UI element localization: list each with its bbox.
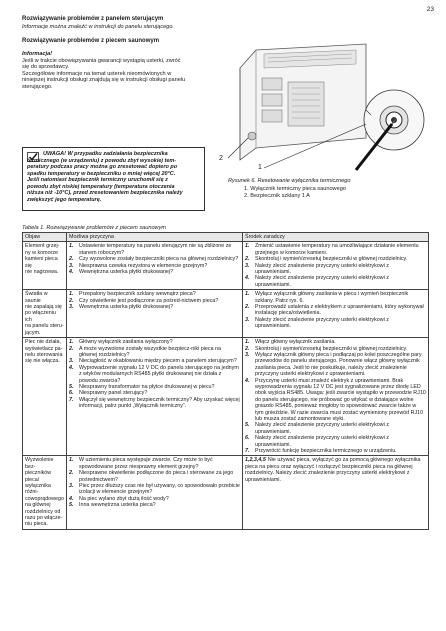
item-number: 3. bbox=[69, 358, 74, 365]
item-number: 2. bbox=[69, 470, 74, 477]
warning-line: UWAGA! W przypadku zadziałania bezpiecznika bbox=[43, 151, 168, 157]
info-block bbox=[22, 51, 212, 91]
item-number: 2. bbox=[245, 256, 250, 263]
cause-cell bbox=[67, 242, 243, 290]
item-number: 4. bbox=[69, 364, 74, 371]
cause-cell bbox=[67, 456, 243, 529]
item-number: 1,2,3,4,5 bbox=[245, 457, 266, 464]
item-number: 1. bbox=[69, 339, 74, 346]
item-number: 5. bbox=[69, 383, 74, 390]
cause-item bbox=[69, 365, 240, 384]
remedy-item bbox=[245, 422, 426, 435]
symptom-line: ny w komorze bbox=[25, 249, 58, 256]
troubleshooting-table bbox=[22, 232, 429, 530]
table-row bbox=[23, 456, 429, 529]
symptom-line: na głównej bbox=[25, 502, 51, 509]
item-number: 2. bbox=[69, 297, 74, 304]
column-header: Objaw bbox=[23, 233, 67, 242]
item-text: Należy zlecić znalezienie przyczyny usterki elektrykowi z uprawnieniami. bbox=[255, 435, 389, 448]
item-number: 7. bbox=[245, 448, 250, 454]
figure-heater-reset bbox=[216, 20, 428, 178]
item-text: Ustawienie temperatury na panelu sterującym nie są zbliżone ze stanem roboczym? bbox=[79, 243, 232, 256]
item-number: 4. bbox=[69, 269, 74, 276]
symptom-line: wyświetlacz pa- bbox=[25, 345, 63, 352]
symptom-line: po włączeniu ich bbox=[25, 310, 56, 323]
symptom-line: na panelu steru- bbox=[25, 323, 64, 330]
cause-item bbox=[69, 502, 240, 508]
remedy-cell bbox=[243, 456, 429, 529]
item-number: 1. bbox=[245, 339, 250, 346]
warning-line: peratury podczas pracy można go zresetować dopiero po bbox=[27, 164, 178, 170]
item-text: Wyłącz wyłącznik główny pieca i podłączaj po kolei poszczególne pary przewodów do panelu sterującego. Ponownie włącz główny wyłącznik zasilania pieca. Jeśli to nie poskutkuje, należy zlecić znalezienie przyczyny usterki elektrykowi z uprawnieniami. bbox=[255, 351, 422, 378]
cause-item bbox=[69, 346, 240, 359]
callout-2: 2 bbox=[219, 155, 223, 162]
item-text: Niesprawny transformator na płytce drukowanej w piecu? bbox=[79, 383, 215, 390]
symptom-line: Element grzej- bbox=[25, 243, 60, 250]
item-text: Przeprowadź ustalenia z elektrykiem z uprawnieniami, który wykonywał instalację pieca/oświetlenia. bbox=[255, 304, 424, 317]
info-line: się do sprzedawcy. bbox=[22, 64, 70, 71]
symptom-line: nie nagrzewa. bbox=[25, 269, 59, 276]
remedy-item bbox=[245, 457, 426, 483]
symptom-cell bbox=[23, 242, 67, 290]
remedy-cell bbox=[243, 242, 429, 290]
item-number: 1. bbox=[69, 243, 74, 250]
item-text: Wyłącz wyłącznik główny zasilania w piecu i wymień bezpiecznik szklany. Patrz rys. 6. bbox=[255, 291, 409, 304]
page-number: 23 bbox=[426, 6, 434, 13]
heater-illustration bbox=[216, 20, 428, 178]
section-heading-control-panel: Rozwiązywanie problemów z panelem sterującym bbox=[22, 16, 164, 22]
symptom-line: kamieni pieca się bbox=[25, 256, 58, 269]
item-text: Nie używać pieca, wyłączyć go za pomocą głównego wyłącznika pieca na piecu oraz wyłączyć i rozłączyć bezpieczniki pieca na głównej rozdzielnicy. Należy zlecić znalezienie przyczyny usterki elektrykowi z uprawnieniami. bbox=[245, 457, 421, 483]
symptom-cell bbox=[23, 456, 67, 529]
cause-item bbox=[69, 470, 240, 483]
item-text: Należy zlecić znalezienie przyczyny usterki elektrykowi z uprawnieniami. bbox=[255, 422, 389, 435]
warning-box bbox=[22, 147, 205, 211]
item-text: Włącz główny wyłącznik zasilania. bbox=[255, 339, 336, 346]
remedy-item bbox=[245, 243, 426, 256]
remedy-item bbox=[245, 352, 426, 378]
warning-line: powodu zbyt niskiej temperatury (temperatura otoczenia bbox=[27, 183, 175, 190]
remedy-item bbox=[245, 378, 426, 423]
item-number: 3. bbox=[245, 316, 250, 323]
remedy-item bbox=[245, 275, 426, 288]
cause-item bbox=[69, 457, 240, 470]
cause-item bbox=[69, 269, 240, 275]
symptom-line: wyłącznika różni- bbox=[25, 483, 51, 496]
remedy-item bbox=[245, 317, 426, 330]
symptom-line: nie zapalają się bbox=[25, 304, 62, 311]
table-row bbox=[23, 290, 429, 338]
warning-line: termicznego (w urządzeniu) z powodu zbyt wysokiej tem- bbox=[27, 157, 177, 164]
item-text: Wewnętrzna usterka płytki drukowanej? bbox=[79, 304, 174, 311]
symptom-line: pieczników pieca/ bbox=[25, 470, 52, 483]
item-text: Na piec wylano zbyt dużą ilość wody? bbox=[79, 495, 169, 502]
item-number: 2. bbox=[69, 345, 74, 352]
symptom-line: razu po włącze- bbox=[25, 515, 63, 522]
item-number: 1. bbox=[245, 291, 250, 298]
item-text: Skontroluj i wymień/zresetuj bezpieczniki w głównej rozdzielnicy. bbox=[255, 345, 408, 352]
warning-line: Jeśli natomiast bezpiecznik termiczny uruchomił się z bbox=[27, 177, 168, 183]
symptom-line: Światła w saunie bbox=[25, 291, 48, 304]
item-text: Czy wyzwolone zostały bezpieczniki pieca na głównej rozdzielnicy? bbox=[79, 256, 239, 263]
symptom-cell bbox=[23, 290, 67, 338]
item-number: 3. bbox=[245, 351, 250, 358]
cause-item bbox=[69, 304, 240, 310]
item-text: Wyprowadzenie sygnału 12 V DC do panelu sterującego na jednym z wtyków modularnych RS485 płytki drukowanej nie działa z powodu zwarcia? bbox=[79, 364, 239, 384]
table-header-row bbox=[23, 233, 429, 242]
item-text: Niesprawna czewka rezystora w elemencie grzejnym? bbox=[79, 262, 208, 269]
item-text: Skontroluj i wymień/zresetuj bezpieczniki w głównej rozdzielnicy. bbox=[255, 256, 408, 263]
symptom-line: rozdzielnicy od bbox=[25, 508, 61, 515]
item-number: 4. bbox=[245, 275, 250, 282]
item-number: 4. bbox=[69, 495, 74, 502]
symptom-line: nelu sterowania bbox=[25, 351, 63, 358]
item-number: 3. bbox=[69, 304, 74, 311]
remedy-item bbox=[245, 291, 426, 304]
symptom-cell bbox=[23, 338, 67, 456]
item-text: Należy zlecić znalezienie przyczyny usterki elektrykowi z uprawnieniami. bbox=[255, 275, 389, 288]
item-text: Główny wyłącznik zasilania wyłączony? bbox=[79, 339, 173, 346]
item-number: 6. bbox=[69, 390, 74, 397]
item-number: 6. bbox=[245, 435, 250, 442]
item-number: 7. bbox=[69, 396, 74, 403]
item-number: 3. bbox=[69, 483, 74, 490]
item-text: A może wyzwolone zostały wszystkie bezpiecz-niki pieca na głównej rozdzielnicy? bbox=[79, 345, 221, 358]
remedy-item bbox=[245, 304, 426, 317]
info-line: Szczegółowe informacje na temat usterek nieomówionych w bbox=[22, 70, 172, 77]
info-label: Informacja! bbox=[22, 51, 53, 57]
figure-caption: Rysunek 6. Resetowanie wyłącznika termicznego bbox=[228, 178, 351, 184]
item-number: 3. bbox=[69, 262, 74, 269]
item-number: 5. bbox=[69, 502, 74, 509]
item-text: Inna wewnętrzna usterka pieca? bbox=[79, 502, 156, 509]
symptom-line: niu pieca. bbox=[25, 521, 48, 528]
table-row bbox=[23, 242, 429, 290]
table-caption: Tabela 1. Rozwiązywanie problemów z piecem saunowym bbox=[22, 225, 167, 231]
remedy-item bbox=[245, 435, 426, 448]
cause-item bbox=[69, 397, 240, 410]
cause-cell bbox=[67, 338, 243, 456]
cause-cell bbox=[67, 290, 243, 338]
item-text: Czy oświetlenie jest podłączone za pośred-nictwem pieca? bbox=[79, 297, 219, 304]
item-text: Niesprawny panel sterujący? bbox=[79, 390, 148, 397]
item-text: Włączył się wewnętrzny bezpiecznik termiczny? Aby uzyskać więcej informacji, patrz punkt „Wyłącznik termiczny”. bbox=[79, 396, 240, 410]
item-text: Przywrócić funkcję bezpiecznika termicznego w urządzeniu. bbox=[255, 448, 397, 454]
figure-legend bbox=[244, 186, 346, 200]
info-line: niniejszej instrukcji obsługi znajdują się w instrukcji obsługi panelu bbox=[22, 77, 186, 84]
item-number: 2. bbox=[245, 345, 250, 352]
item-text: Przepalony bezpiecznik szklany wewnątrz pieca? bbox=[79, 291, 196, 298]
item-text: Zmienić ustawienie temperatury na umożliwiające działanie elementu grzejnego w komorze kamieni. bbox=[255, 243, 419, 256]
item-text: Przyczynę usterki musi znaleźć elektryk z uprawnieniami. Brak wyprowadzenia sygnału 12 V DC jest sygnalizowane przez diodę LED obok wyjścia RS485. Uwaga: jeśli zwarcie wystąpiło w przewodzie RJ10 do panelu sterującego, nie próbować go wtykać w działające wolne gniazdo RS485, ponieważ mogłoby to spowodować zwarcie także w tym gnieździe. W razie zwarcia musi zostać wymieniony przewód RJ10 lub musza zostać zamontowane styki. bbox=[255, 377, 426, 422]
symptom-line: Wyzwolenie bez- bbox=[25, 457, 54, 470]
warning-line: niższa niż -10°C), przed zresetowaniem bezpiecznika należy bbox=[27, 190, 183, 196]
remedy-cell bbox=[243, 290, 429, 338]
column-header: Możliwa przyczyna bbox=[67, 233, 243, 242]
symptom-line: jącym. bbox=[25, 329, 41, 336]
table-row bbox=[23, 338, 429, 456]
item-number: 5. bbox=[245, 422, 250, 429]
warning-line: spadku temperatury w bezpieczniku o mniej więcej 20°C. bbox=[27, 170, 176, 177]
item-number: 2. bbox=[245, 304, 250, 311]
cause-item bbox=[69, 243, 240, 256]
section-subheading: Informacje można znaleźć w instrukcji do panelu sterującego. bbox=[22, 24, 175, 30]
item-text: Piec przez dłuższy czas nie był używany, co spowodowało przebicie izolacji w elemencie grzejnym? bbox=[79, 483, 240, 496]
item-number: 2. bbox=[69, 256, 74, 263]
item-text: W uziemieniu pieca występuje zwarcie. Czy może to być spowodowane przez niesprawny element grzejny? bbox=[79, 457, 213, 470]
info-line: Jeśli w trakcie obowiązywania gwarancji wystąpią usterki, zwróć bbox=[22, 57, 181, 64]
symptom-line: się nie włącza. bbox=[25, 358, 60, 365]
item-text: Niesprawne okwietlenie podłączone do pieca i sterowane za jego pośrednictwem? bbox=[79, 470, 234, 483]
item-number: 1. bbox=[69, 457, 74, 464]
info-line: sterującego. bbox=[22, 83, 53, 90]
cause-item bbox=[69, 483, 240, 496]
remedy-item bbox=[245, 263, 426, 276]
column-header: Środek zaradczy bbox=[243, 233, 429, 242]
item-number: 1. bbox=[245, 243, 250, 250]
symptom-line: Piec nie działa, bbox=[25, 339, 61, 346]
section-heading-heater: Rozwiązywanie problemów z piecem saunowym bbox=[22, 38, 160, 44]
legend-item: 1. Wyłącznik termiczny pieca saunowego bbox=[244, 186, 346, 192]
item-text: Należy zlecić znalezienie przyczyny usterki elektrykowi z uprawnieniami. bbox=[255, 262, 389, 276]
item-number: 1. bbox=[69, 291, 74, 298]
callout-1: 1 bbox=[258, 164, 262, 171]
item-text: Wewnętrzna usterka płytki drukowanej? bbox=[79, 269, 174, 276]
item-text: Należy zlecić znalezienie przyczyny usterki elektrykowi z uprawnieniami. bbox=[255, 316, 389, 330]
remedy-cell bbox=[243, 338, 429, 456]
symptom-line: cowoprądowego bbox=[25, 495, 64, 502]
warning-line: zwiększyć jego temperaturę. bbox=[27, 196, 102, 203]
item-number: 3. bbox=[245, 262, 250, 269]
item-text: Nieciągłość w okablowaniu między piecem a panelem sterującym? bbox=[79, 358, 237, 365]
item-number: 4. bbox=[245, 377, 250, 384]
legend-item: 2. Bezpiecznik szklany 1 A bbox=[244, 193, 310, 199]
remedy-item bbox=[245, 448, 426, 454]
